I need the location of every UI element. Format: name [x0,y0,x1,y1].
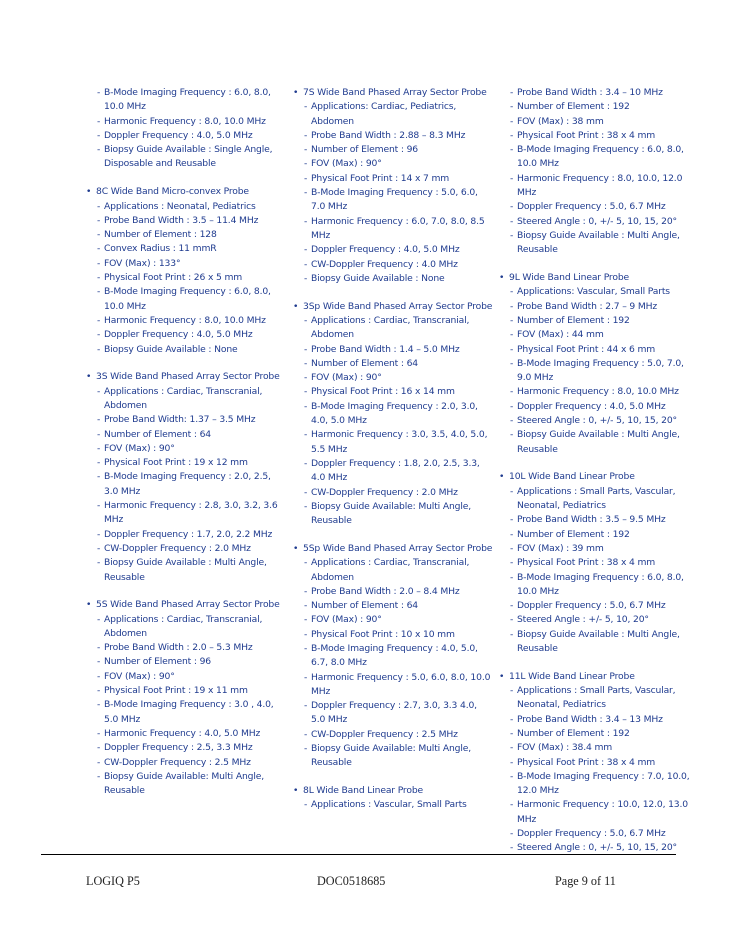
spec-item: - B-Mode Imaging Frequency : 7.0, 10.0, 12.0 MHz [499,770,699,799]
spec-column-2 [293,86,493,826]
spec-item: - B-Mode Imaging Frequency : 2.0, 2.5, 3.0 MHz [86,470,286,499]
spec-item: - Steered Angle : +/- 5, 10, 20° [499,613,699,627]
spec-item: - FOV (Max) : 38.4 mm [499,741,699,755]
spec-item: - Harmonic Frequency : 2.8, 3.0, 3.2, 3.6 MHz [86,499,286,528]
probe-heading: • 3S Wide Band Phased Array Sector Probe [86,370,286,384]
probe-spec-block [86,598,286,798]
spec-item: - CW-Doppler Frequency : 4.0 MHz [293,258,493,272]
spec-item: - B-Mode Imaging Frequency : 4.0, 5.0, 6.7, 8.0 MHz [293,642,493,671]
spec-item: - Doppler Frequency : 1.7, 2.0, 2.2 MHz [86,528,286,542]
spec-item: - Applications: Cardiac, Pediatrics, Abdomen [293,100,493,129]
spec-item: - Physical Foot Print : 19 x 12 mm [86,456,286,470]
probe-heading: • 9L Wide Band Linear Probe [499,271,699,285]
spec-item: - Probe Band Width: 1.37 – 3.5 MHz [86,413,286,427]
spec-item: - Number of Element : 192 [499,528,699,542]
spec-item: - Probe Band Width : 3.5 – 9.5 MHz [499,513,699,527]
probe-spec-block [293,86,493,286]
spec-item: - Number of Element : 64 [86,428,286,442]
spec-item: - Doppler Frequency : 2.7, 3.0, 3.3 4.0, 5.0 MHz [293,699,493,728]
spec-item: - Biopsy Guide Available : None [293,272,493,286]
spec-item: - Harmonic Frequency : 6.0, 7.0, 8.0, 8.5 MHz [293,215,493,244]
spec-item: - Physical Foot Print : 19 x 11 mm [86,684,286,698]
probe-spec-block [293,542,493,771]
spec-item: - FOV (Max) : 90° [293,371,493,385]
probe-heading: • 11L Wide Band Linear Probe [499,670,699,684]
probe-spec-block [86,185,286,357]
spec-item: - Steered Angle : 0, +/- 5, 10, 15, 20° [499,215,699,229]
probe-spec-block [293,784,493,813]
probe-heading: • 8L Wide Band Linear Probe [293,784,493,798]
spec-item: - Doppler Frequency : 2.5, 3.3 MHz [86,741,286,755]
footer-product-name: LOGIQ P5 [86,874,140,888]
spec-item: - Biopsy Guide Available: Multi Angle, Reusable [293,500,493,529]
spec-item: - Applications : Vascular, Small Parts [293,798,493,812]
spec-item: - Probe Band Width : 2.7 – 9 MHz [499,300,699,314]
spec-item: - Doppler Frequency : 4.0, 5.0 MHz [293,243,493,257]
spec-item: - FOV (Max) : 38 mm [499,115,699,129]
spec-item: - Physical Foot Print : 44 x 6 mm [499,343,699,357]
spec-item: - B-Mode Imaging Frequency : 5.0, 6.0, 7.0 MHz [293,186,493,215]
probe-spec-block [499,86,699,258]
spec-item: - Doppler Frequency : 5.0, 6.7 MHz [499,599,699,613]
spec-item: - Steered Angle : 0, +/- 5, 10, 15, 20° [499,414,699,428]
spec-item: - B-Mode Imaging Frequency : 6.0, 8.0, 10.0 MHz [86,86,286,115]
spec-item: - Probe Band Width : 2.88 – 8.3 MHz [293,129,493,143]
spec-item: - B-Mode Imaging Frequency : 6.0, 8.0, 10.0 MHz [86,285,286,314]
spec-item: - Number of Element : 192 [499,727,699,741]
spec-item: - Physical Foot Print : 10 x 10 mm [293,628,493,642]
spec-item: - B-Mode Imaging Frequency : 6.0, 8.0, 10.0 MHz [499,571,699,600]
spec-item: - B-Mode Imaging Frequency : 2.0, 3.0, 4.0, 5.0 MHz [293,400,493,429]
probe-heading: • 5Sp Wide Band Phased Array Sector Probe [293,542,493,556]
spec-item: - Physical Foot Print : 38 x 4 mm [499,756,699,770]
spec-item: - Biopsy Guide Available : None [86,343,286,357]
spec-item: - Probe Band Width : 2.0 – 5.3 MHz [86,641,286,655]
spec-item: - Applications : Cardiac, Transcranial, Abdomen [86,385,286,414]
spec-item: - Probe Band Width : 3.4 – 13 MHz [499,713,699,727]
spec-item: - Harmonic Frequency : 3.0, 3.5, 4.0, 5.0, 5.5 MHz [293,428,493,457]
spec-item: - FOV (Max) : 90° [86,442,286,456]
footer-document-number: DOC0518685 [317,874,386,888]
spec-item: - Doppler Frequency : 5.0, 6.7 MHz [499,827,699,841]
probe-spec-block [499,470,699,656]
spec-item: - CW-Doppler Frequency : 2.0 MHz [293,486,493,500]
probe-heading: • 10L Wide Band Linear Probe [499,470,699,484]
spec-item: - Doppler Frequency : 5.0, 6.7 MHz [499,200,699,214]
spec-item: - FOV (Max) : 133° [86,257,286,271]
spec-column-3 [499,86,699,869]
spec-item: - Applications : Neonatal, Pediatrics [86,200,286,214]
spec-item: - Physical Foot Print : 14 x 7 mm [293,172,493,186]
spec-item: - Number of Element : 64 [293,599,493,613]
spec-item: - Biopsy Guide Available : Multi Angle, Reusable [499,628,699,657]
spec-item: - Biopsy Guide Available : Single Angle, Disposable and Reusable [86,143,286,172]
spec-item: - Physical Foot Print : 16 x 14 mm [293,385,493,399]
spec-item: - Convex Radius : 11 mmR [86,242,286,256]
spec-item: - Biopsy Guide Available: Multi Angle, Reusable [86,770,286,799]
probe-heading: • 8C Wide Band Micro-convex Probe [86,185,286,199]
probe-spec-block [86,370,286,584]
spec-item: - Doppler Frequency : 4.0, 5.0 MHz [499,400,699,414]
spec-item: - Harmonic Frequency : 10.0, 12.0, 13.0 MHz [499,798,699,827]
spec-item: - Number of Element : 192 [499,100,699,114]
probe-spec-block [499,271,699,457]
spec-item: - Number of Element : 64 [293,357,493,371]
spec-item: - Doppler Frequency : 1.8, 2.0, 2.5, 3.3, 4.0 MHz [293,457,493,486]
probe-spec-block [293,300,493,529]
spec-item: - Biopsy Guide Available: Multi Angle, Reusable [293,742,493,771]
spec-item: - Number of Element : 96 [86,655,286,669]
spec-item: - Applications : Small Parts, Vascular, Neonatal, Pediatrics [499,485,699,514]
spec-item: - Harmonic Frequency : 8.0, 10.0 MHz [86,115,286,129]
spec-item: - Applications : Small Parts, Vascular, Neonatal, Pediatrics [499,684,699,713]
spec-item: - Number of Element : 192 [499,314,699,328]
spec-item: - Number of Element : 128 [86,228,286,242]
probe-heading: • 7S Wide Band Phased Array Sector Probe [293,86,493,100]
footer-divider [41,854,676,855]
spec-item: - Harmonic Frequency : 5.0, 6.0, 8.0, 10.0 MHz [293,671,493,700]
spec-item: - CW-Doppler Frequency : 2.5 MHz [86,756,286,770]
spec-item: - Harmonic Frequency : 8.0, 10.0 MHz [86,314,286,328]
spec-item: - FOV (Max) : 90° [293,613,493,627]
spec-item: - Harmonic Frequency : 4.0, 5.0 MHz [86,727,286,741]
spec-item: - B-Mode Imaging Frequency : 5.0, 7.0, 9.0 MHz [499,357,699,386]
footer-page-number: Page 9 of 11 [555,874,616,888]
spec-item: - CW-Doppler Frequency : 2.0 MHz [86,542,286,556]
spec-item: - Biopsy Guide Available : Multi Angle, Reusable [499,229,699,258]
spec-item: - Probe Band Width : 2.0 – 8.4 MHz [293,585,493,599]
spec-item: - Physical Foot Print : 38 x 4 mm [499,556,699,570]
spec-item: - Doppler Frequency : 4.0, 5.0 MHz [86,129,286,143]
spec-item: - Physical Foot Print : 38 x 4 mm [499,129,699,143]
spec-item: - FOV (Max) : 90° [293,157,493,171]
spec-item: - Applications : Cardiac, Transcranial, Abdomen [293,314,493,343]
spec-item: - Applications : Cardiac, Transcranial, Abdomen [293,556,493,585]
spec-column-1 [86,86,286,812]
spec-item: - Biopsy Guide Available : Multi Angle, Reusable [86,556,286,585]
spec-item: - Probe Band Width : 3.5 – 11.4 MHz [86,214,286,228]
spec-item: - Physical Foot Print : 26 x 5 mm [86,271,286,285]
probe-heading: • 5S Wide Band Phased Array Sector Probe [86,598,286,612]
spec-item: - Harmonic Frequency : 8.0, 10.0 MHz [499,385,699,399]
spec-item: - Applications: Vascular, Small Parts [499,285,699,299]
spec-item: - Doppler Frequency : 4.0, 5.0 MHz [86,328,286,342]
spec-item: - CW-Doppler Frequency : 2.5 MHz [293,728,493,742]
spec-item: - Harmonic Frequency : 8.0, 10.0, 12.0 MHz [499,172,699,201]
probe-heading: • 3Sp Wide Band Phased Array Sector Probe [293,300,493,314]
spec-item: - FOV (Max) : 39 mm [499,542,699,556]
spec-item: - Probe Band Width : 3.4 – 10 MHz [499,86,699,100]
probe-spec-block [499,670,699,856]
spec-item: - Steered Angle : 0, +/- 5, 10, 15, 20° [499,841,699,855]
spec-item: - B-Mode Imaging Frequency : 6.0, 8.0, 10.0 MHz [499,143,699,172]
spec-item: - Probe Band Width : 1.4 – 5.0 MHz [293,343,493,357]
spec-item: - B-Mode Imaging Frequency : 3.0 , 4.0, 5.0 MHz [86,698,286,727]
probe-spec-block [86,86,286,172]
spec-item: - Biopsy Guide Available : Multi Angle, Reusable [499,428,699,457]
spec-item: - Applications : Cardiac, Transcranial, Abdomen [86,613,286,642]
spec-item: - FOV (Max) : 90° [86,670,286,684]
spec-item: - Number of Element : 96 [293,143,493,157]
spec-item: - FOV (Max) : 44 mm [499,328,699,342]
